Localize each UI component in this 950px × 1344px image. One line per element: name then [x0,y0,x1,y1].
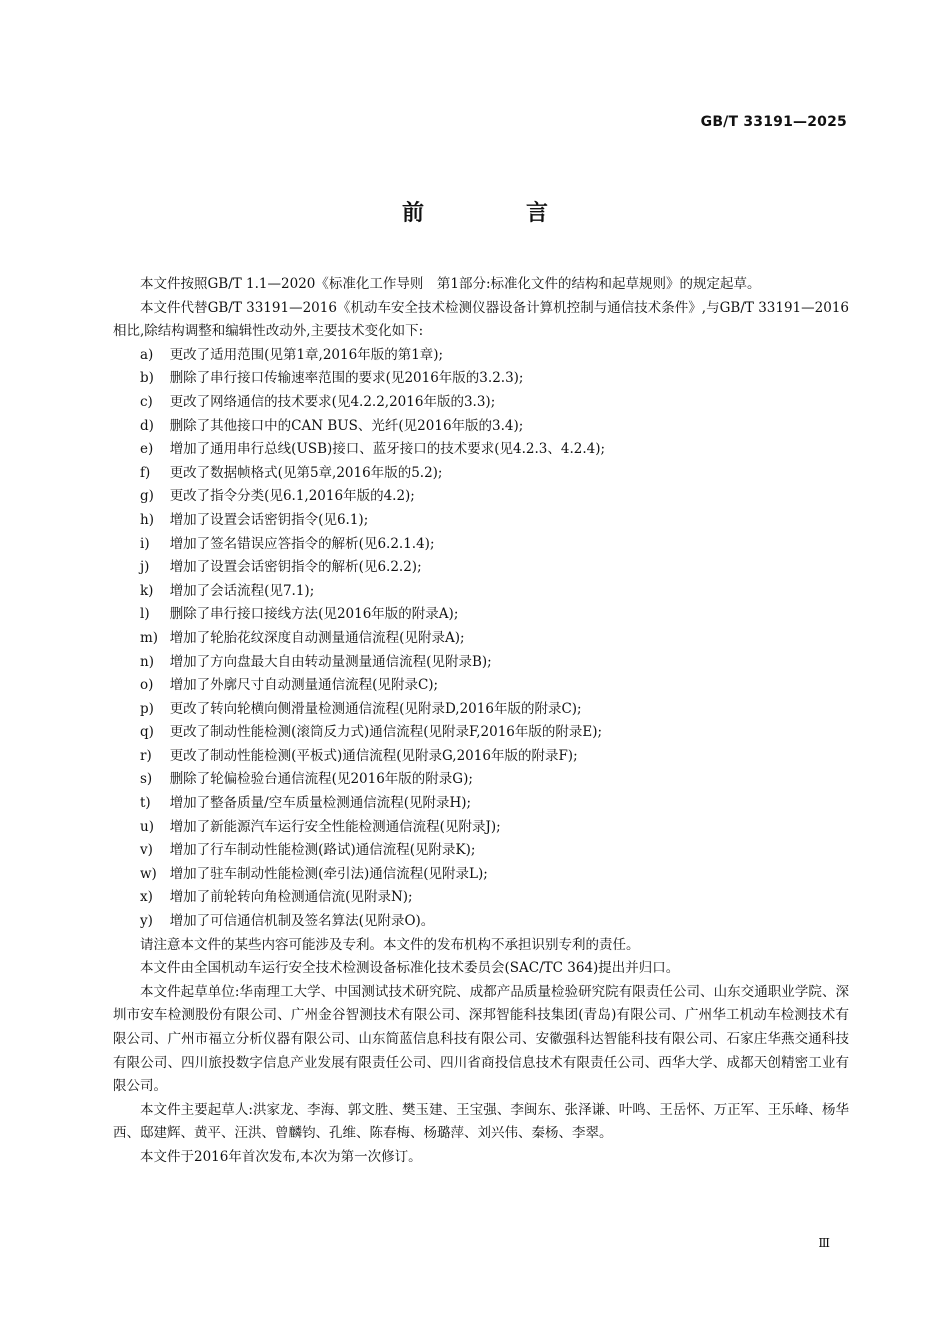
list-item-marker: f) [140,464,151,481]
list-item [113,533,849,557]
list-item-marker: i) [140,535,150,552]
list-item-marker: v) [140,842,153,859]
list-item [113,674,849,698]
drafting-units: 本文件起草单位:华南理工大学、中国测试技术研究院、成都产品质量检验研究院有限责任公司、山东交通职业学院、深圳市安车检测股份有限公司、广州金谷智测技术有限公司、深邦智能科技集团(青岛)有限公司、广州华工机动车检测技术有限公司、广州市福立分析仪器有限公司、山东简蓝信息科技有限公司、安徽强科达智能科技有限公司、石家庄华燕交通科技有限公司、四川旅投数字信息产业发展有限责任公司、四川省商投信息技术有限责任公司、西华大学、成都天创精密工业有限公司。 [113,983,849,1095]
list-item-text: 增加了通用串行总线(USB)接口、蓝牙接口的技术要求(见4.2.3、4.2.4); [169,441,606,458]
list-item-text: 更改了网络通信的技术要求(见4.2.2,2016年版的3.3); [169,393,496,410]
list-item-marker: x) [140,889,153,906]
list-item-marker: b) [140,370,154,387]
list-item-text: 删除了串行接口传输速率范围的要求(见2016年版的3.2.3); [169,370,524,387]
list-item [113,839,849,863]
list-item [113,863,849,887]
page-number: Ⅲ [818,1236,830,1250]
list-item-marker: e) [140,441,154,458]
list-item-text: 增加了外廓尺寸自动测量通信流程(见附录C); [169,677,439,694]
list-item-text: 更改了制动性能检测(平板式)通信流程(见附录G,2016年版的附录F); [169,747,578,764]
proposer-statement: 本文件由全国机动车运行安全技术检测设备标准化技术委员会(SAC/TC 364)提出并归口。 [140,960,680,977]
list-item-marker: h) [140,511,154,528]
list-item [113,816,849,840]
list-item-text: 增加了整备质量/空车质量检测通信流程(见附录H); [169,795,472,812]
list-item-marker: r) [140,747,152,764]
list-item-text: 更改了数据帧格式(见第5章,2016年版的5.2); [169,464,443,481]
list-item-text: 删除了其他接口中的CAN BUS、光纤(见2016年版的3.4); [169,417,524,434]
list-item-marker: l) [140,606,150,623]
list-item-marker: k) [140,582,154,599]
list-item [113,391,849,415]
list-item [113,462,849,486]
list-item [113,509,849,533]
intro-paragraph: 本文件按照GB/T 1.1—2020《标准化工作导则 第1部分:标准化文件的结构和起草规则》的规定起草。 [140,276,761,292]
list-item-marker: j) [140,559,150,576]
main-drafters: 本文件主要起草人:洪家龙、李海、郭文胜、樊玉建、王宝强、李闽东、张泽谦、叶鸣、王岳怀、万正军、王乐峰、杨华西、邸建辉、黄平、汪洪、曾麟钧、孔维、陈春梅、杨璐萍、刘兴伟、秦杨、李翠。 [113,1101,849,1142]
list-item [113,768,849,792]
list-item-text: 增加了可信通信机制及签名算法(见附录O)。 [169,913,435,930]
list-item [113,745,849,769]
list-item-text: 更改了制动性能检测(滚筒反力式)通信流程(见附录F,2016年版的附录E); [169,724,603,741]
list-item [113,721,849,745]
list-item [113,438,849,462]
list-item-text: 增加了设置会话密钥指令的解析(见6.2.2); [169,559,422,576]
list-item-marker: g) [140,488,154,505]
list-item [113,367,849,391]
list-item-text: 更改了指令分类(见6.1,2016年版的4.2); [169,488,415,505]
list-item-text: 增加了签名错误应答指令的解析(见6.2.1.4); [169,535,435,552]
list-item [113,651,849,675]
list-item-marker: d) [140,417,154,434]
list-item [113,580,849,604]
list-item-marker: q) [140,724,154,741]
list-item-text: 增加了新能源汽车运行安全性能检测通信流程(见附录J); [169,818,501,835]
intro-paragraph: 本文件代替GB/T 33191—2016《机动车安全技术检测仪器设备计算机控制与通信技术条件》,与GB/T 33191—2016相比,除结构调整和编辑性改动外,主要技术变化如下: [113,299,849,340]
foreword-body [113,273,849,1170]
list-item-marker: n) [140,653,154,670]
list-item [113,485,849,509]
list-item-marker: p) [140,700,154,717]
list-item-marker: o) [140,677,154,694]
list-item-text: 删除了串行接口接线方法(见2016年版的附录A); [169,606,459,623]
patent-notice: 请注意本文件的某些内容可能涉及专利。本文件的发布机构不承担识别专利的责任。 [140,936,640,953]
list-item-marker: w) [140,865,157,882]
list-item-marker: s) [140,771,153,788]
list-item-text: 增加了驻车制动性能检测(牵引法)通信流程(见附录L); [169,865,488,882]
publication-history: 本文件于2016年首次发布,本次为第一次修订。 [140,1148,422,1165]
list-item [113,698,849,722]
list-item-text: 增加了方向盘最大自由转动量测量通信流程(见附录B); [169,653,492,670]
list-item-marker: t) [140,795,151,812]
list-item [113,344,849,368]
list-item-marker: c) [140,393,153,410]
list-item-text: 增加了行车制动性能检测(路试)通信流程(见附录K); [169,842,476,859]
list-item [113,627,849,651]
list-item [113,886,849,910]
list-item [113,910,849,934]
technical-changes-list [113,344,849,934]
list-item-text: 更改了转向轮横向侧滑量检测通信流程(见附录D,2016年版的附录C); [169,700,582,717]
list-item-text: 更改了适用范围(见第1章,2016年版的第1章); [169,346,444,363]
list-item-text: 增加了轮胎花纹深度自动测量通信流程(见附录A); [169,629,465,646]
list-item [113,603,849,627]
list-item-text: 增加了会话流程(见7.1); [169,582,315,599]
list-item-marker: y) [140,913,153,930]
list-item [113,556,849,580]
list-item-marker: u) [140,818,154,835]
list-item [113,415,849,439]
list-item-text: 删除了轮偏检验台通信流程(见2016年版的附录G); [169,771,473,788]
page-title: 前 言 [401,200,588,226]
list-item [113,792,849,816]
document-code: GB/T 33191—2025 [700,114,847,130]
list-item-marker: m) [140,629,159,646]
list-item-marker: a) [140,346,154,363]
list-item-text: 增加了设置会话密钥指令(见6.1); [169,511,369,528]
list-item-text: 增加了前轮转向角检测通信流(见附录N); [169,889,413,906]
